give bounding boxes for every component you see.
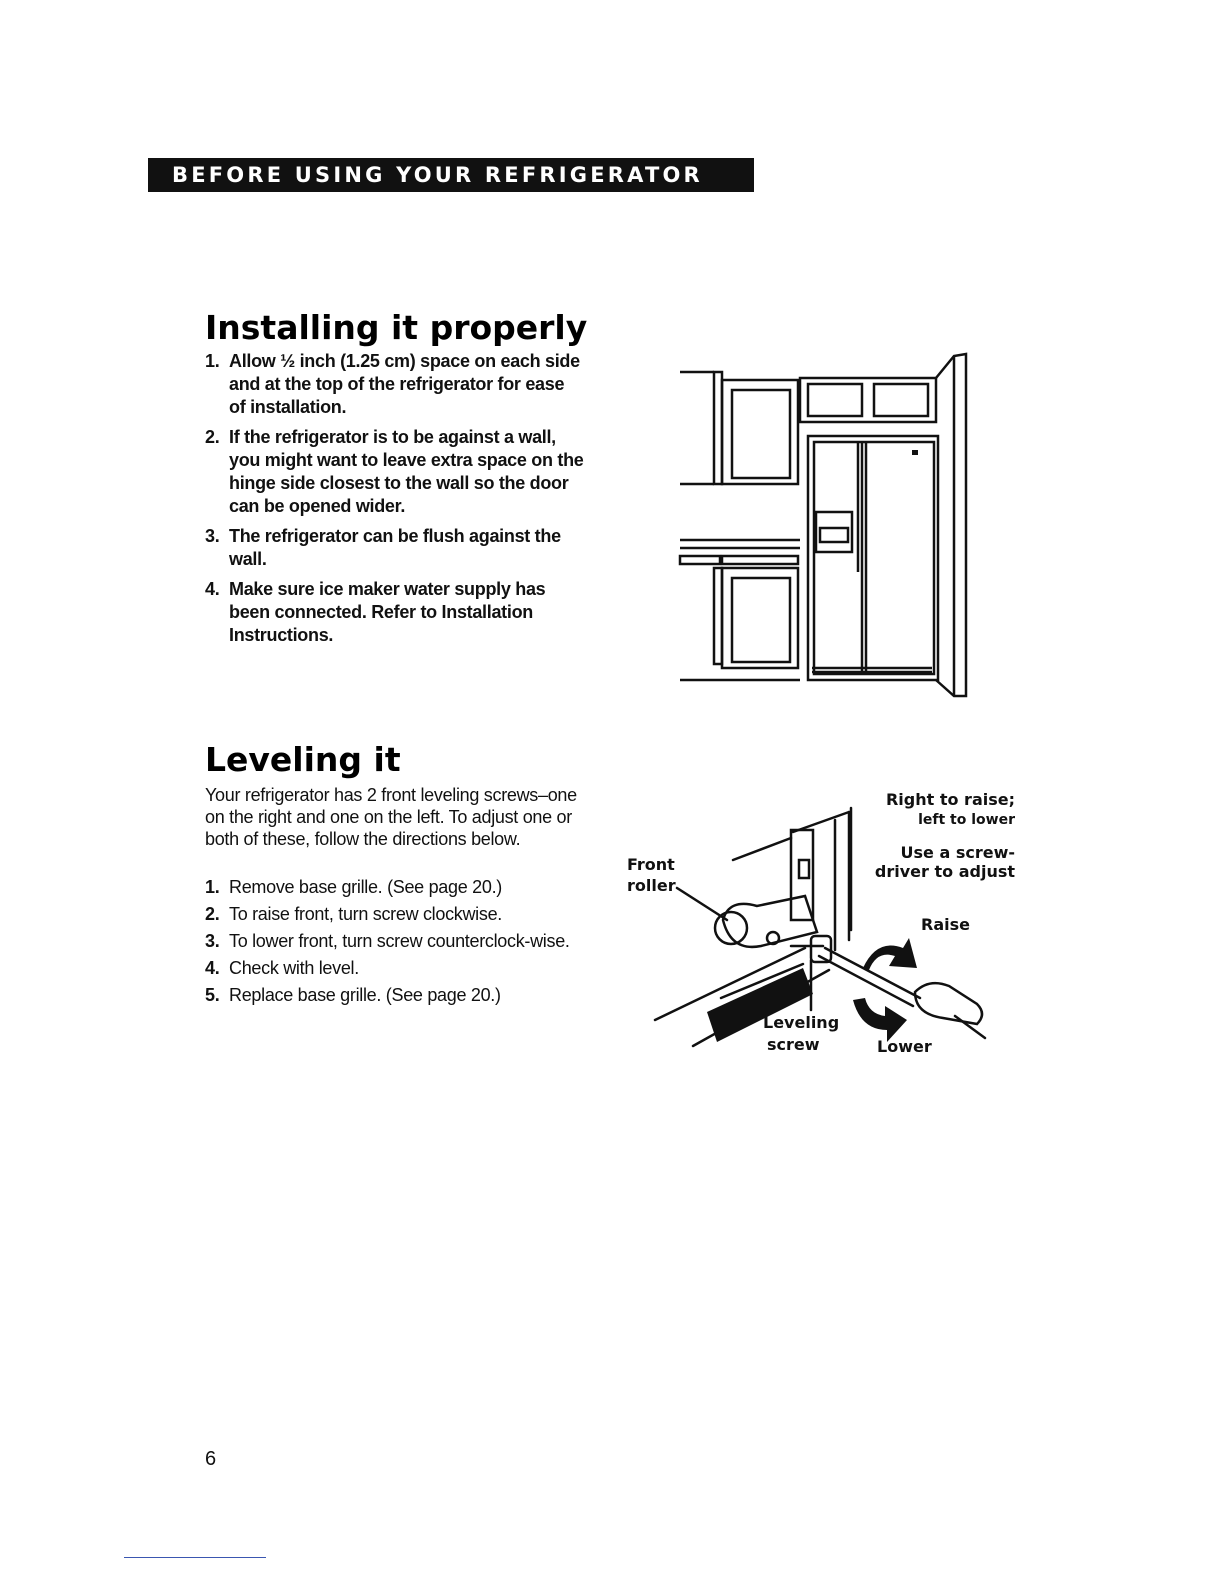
label-right-to-raise: Right to raise; bbox=[885, 790, 1015, 809]
label-lower: Lower bbox=[877, 1037, 932, 1056]
step-number: 4. bbox=[205, 958, 220, 978]
step-number: 4. bbox=[205, 579, 220, 599]
label-leveling: Leveling bbox=[763, 1013, 840, 1032]
leveling-screw-illustration bbox=[615, 780, 1035, 1065]
step-number: 3. bbox=[205, 526, 220, 546]
label-front: Front bbox=[627, 855, 675, 874]
step-text: To lower front, turn screw counterclock-wise. bbox=[229, 931, 570, 951]
footer-divider bbox=[124, 1557, 266, 1558]
list-item bbox=[205, 903, 585, 926]
label-use-screw: Use a screw- bbox=[900, 843, 1015, 862]
label-roller: roller bbox=[627, 876, 676, 895]
step-text: The refrigerator can be flush against the wall. bbox=[229, 526, 561, 569]
refrigerator-installation-illustration bbox=[676, 350, 972, 702]
leveling-steps-list bbox=[205, 876, 585, 1011]
list-item bbox=[205, 957, 585, 980]
installing-title: Installing it properly bbox=[205, 308, 588, 347]
step-text: Allow ½ inch (1.25 cm) space on each side and at the top of the refrigerator for ease of installation. bbox=[229, 351, 580, 417]
step-text: To raise front, turn screw clockwise. bbox=[229, 904, 502, 924]
installing-steps-list bbox=[205, 350, 585, 654]
step-number: 1. bbox=[205, 351, 220, 371]
step-text: Replace base grille. (See page 20.) bbox=[229, 985, 501, 1005]
list-item bbox=[205, 350, 585, 419]
list-item bbox=[205, 578, 585, 647]
step-number: 1. bbox=[205, 877, 220, 897]
section-banner: BEFORE USING YOUR REFRIGERATOR bbox=[148, 158, 754, 192]
list-item bbox=[205, 930, 585, 953]
step-number: 2. bbox=[205, 904, 220, 924]
list-item bbox=[205, 525, 585, 571]
step-number: 2. bbox=[205, 427, 220, 447]
label-raise: Raise bbox=[921, 915, 970, 934]
page-number: 6 bbox=[205, 1448, 217, 1470]
step-text: Check with level. bbox=[229, 958, 359, 978]
leveling-intro: Your refrigerator has 2 front leveling screws–one on the right and one on the left. To adjust one or both of these, follow the directions below. bbox=[205, 785, 577, 849]
step-number: 3. bbox=[205, 931, 220, 951]
list-item bbox=[205, 876, 585, 899]
list-item bbox=[205, 426, 585, 518]
label-left-to-lower: left to lower bbox=[918, 812, 1015, 828]
step-text: If the refrigerator is to be against a wall, you might want to leave extra space on the hinge side closest to the wall so the door can be opened wider. bbox=[229, 427, 584, 516]
step-text: Remove base grille. (See page 20.) bbox=[229, 877, 502, 897]
leveling-title: Leveling it bbox=[205, 740, 401, 779]
step-text: Make sure ice maker water supply has been connected. Refer to Installation Instructions. bbox=[229, 579, 546, 645]
label-driver-adjust: driver to adjust bbox=[874, 862, 1015, 881]
step-number: 5. bbox=[205, 985, 220, 1005]
label-screw: screw bbox=[767, 1035, 820, 1054]
list-item bbox=[205, 984, 585, 1007]
